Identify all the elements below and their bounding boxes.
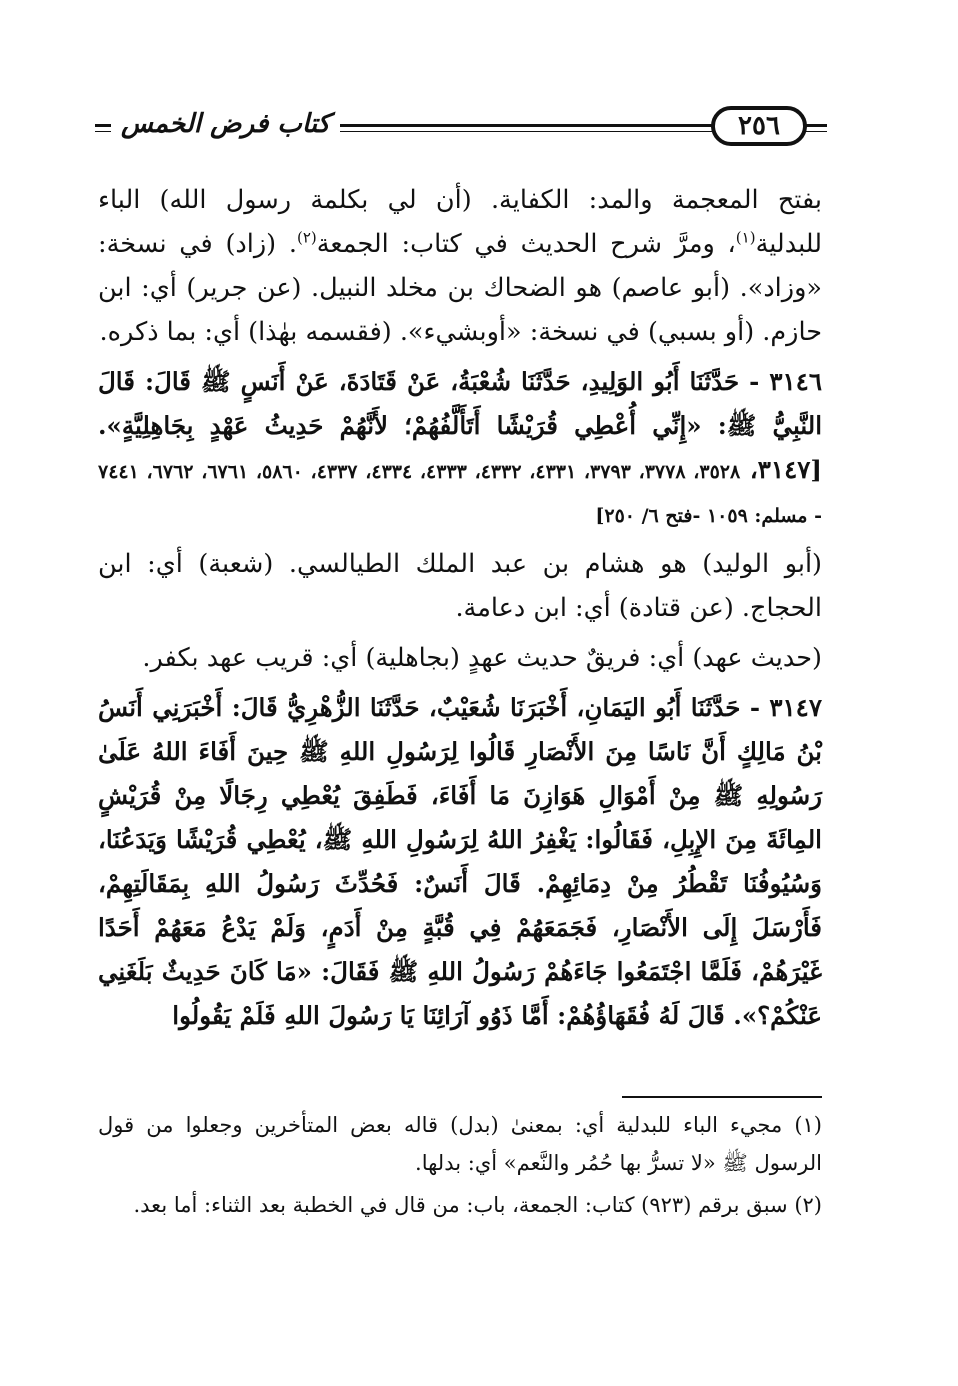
footnote-ref-2[interactable]: (٢) (296, 228, 317, 247)
main-text (98, 178, 822, 1044)
footnote-ref-1[interactable]: (١) (735, 228, 756, 247)
commentary-paragraph: (أبو الوليد) هو هشام بن عبد الملك الطيالسي. (شعبة) أي: ابن الحجاج. (عن قتادة) أي: ابن دعامة. (98, 549, 822, 623)
page-header (95, 98, 827, 162)
footnotes (98, 1106, 822, 1228)
page-number: ٢٥٦ (711, 106, 807, 146)
commentary-text: ، ومرَّ شرح الحديث في كتاب: الجمعة (316, 229, 736, 259)
commentary-text: . (زاد) في نسخة: «وزاد». (أبو عاصم) هو الضحاك بن مخلد النبيل. (عن جرير) أي: ابن حازم. (أو بسبي) في نسخة: «أوبشيء». (فقسمه بهٰذا) أي: بما ذكره. (98, 229, 822, 347)
commentary-text: بفتح المعجمة والمد: الكفاية. (أن لي بكلمة رسول الله) الباء للبدلية (98, 185, 822, 259)
footnote-2: (٢) سبق برقم (٩٢٣) كتاب: الجمعة، باب: من قال في الخطبة بعد الثناء: أما بعد. (133, 1193, 822, 1217)
hadith-text: ٣١٤٦ - حَدَّثَنَا أَبُو الوَلِيدِ، حَدَّثَنَا شُعْبَةُ، عَنْ قَتَادَةَ، عَنْ أَنَسٍ ﷺ قَالَ: قَالَ النَّبِيُّ ﷺ: «إِنِّي أُعْطِي قُرَيْشًا أَتَأَلَّفُهُمْ؛ لأَنَّهُمْ حَدِيثُ عَهْدٍ بِجَاهِلِيَّةٍ». [٣١٤٧، (98, 367, 822, 484)
hadith-3146 (98, 360, 822, 536)
hadith-3147: ٣١٤٧ - حَدَّثَنَا أَبُو اليَمَانِ، أَخْبَرَنَا شُعَيْبٌ، حَدَّثَنَا الزُّهْرِيُّ قَالَ: أَخْبَرَنِي أَنَسُ بْنُ مَالِكٍ أَنَّ نَاسًا مِنَ الأَنْصَارِ قَالُوا لِرَسُولِ اللهِ ﷺ حِينَ أَفَاءَ اللهُ عَلَىٰ رَسُولِهِ ﷺ مِنْ أَمْوَالِ هَوَازِنَ مَا أَفَاءَ، فَطَفِقَ يُعْطِي رِجَالًا مِنْ قُرَيْشٍ المِائَةَ مِنَ الإِبِلِ، فَقَالُوا: يَغْفِرُ اللهُ لِرَسُولِ اللهِ ﷺ، يُعْطِي قُرَيْشًا وَيَدَعُنَا، وَسُيُوفُنَا تَقْطُرُ مِنْ دِمَائِهِمْ. قَالَ أَنَسٌ: فَحُدِّثَ رَسُولُ اللهِ بِمَقَالَتِهِمْ، فَأَرْسَلَ إِلَى الأَنْصَارِ، فَجَمَعَهُمْ فِي قُبَّةٍ مِنْ أَدَمٍ، وَلَمْ يَدْعُ مَعَهُمْ أَحَدًا غَيْرَهُمْ، فَلَمَّا اجْتَمَعُوا جَاءَهُمْ رَسُولُ اللهِ ﷺ فَقَالَ: «مَا كَانَ حَدِيثٌ بَلَغَنِي عَنْكُمْ؟». قَالَ لَهُ فُقَهَاؤُهُمْ: أَمَّا ذَوُو آرَائِنَا يَا رَسُولَ اللهِ فَلَمْ يَقُولُوا (98, 693, 822, 1030)
footnote-1: (١) مجيء الباء للبدلية أي: بمعنىٰ (بدل) قاله بعض المتأخرين وجعلوا من قول الرسول ﷺ «لا تسرُّ بها حُمُر والنَّعم» أي: بدلها. (98, 1113, 822, 1175)
hadith-references: ٣٥٢٨، ٣٧٧٨، ٣٧٩٣، ٤٣٣١، ٤٣٣٢، ٤٣٣٣، ٤٣٣٤، ٤٣٣٧، ٥٨٦٠، ٦٧٦١، ٦٧٦٢، ٧٤٤١ - مسلم: ١٠٥٩ -فتح ٦/ ٢٥٠] (98, 461, 822, 527)
commentary-paragraph: (حديث عهد) أي: فريقٌ حديث عهدٍ (بجاهلية) أي: قريب عهد بكفر. (142, 643, 822, 673)
commentary-paragraph (98, 178, 822, 354)
running-title: كتاب فرض الخمس (111, 104, 340, 144)
footnote-separator (622, 1096, 822, 1098)
